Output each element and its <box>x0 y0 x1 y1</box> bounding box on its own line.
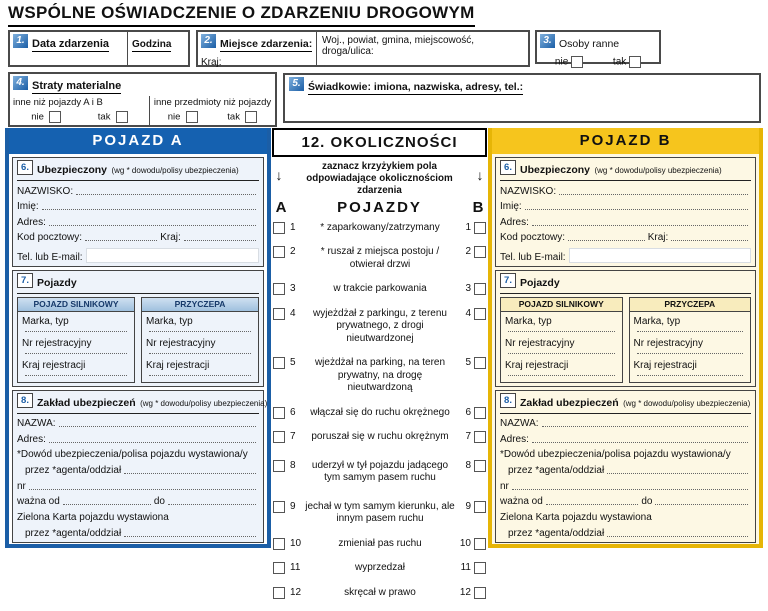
make-label: Marka, typ <box>22 315 69 327</box>
date-cell <box>10 32 128 65</box>
postcode-field <box>85 240 157 241</box>
valid-to-label: do <box>641 496 653 507</box>
vehicle-a-insured-section: 6. Ubezpieczony (wg * dowodu/polisy ubezpieczenia) NAZWISKO: Imię: Adres: Kod pocztowy: Kraj: Tel. lub E-mail: <box>12 157 264 267</box>
phone-label: Tel. lub E-mail: <box>500 251 566 263</box>
country-label: Kraj: <box>647 232 669 243</box>
time-cell <box>128 32 188 65</box>
circumstance-2-checkbox-b[interactable] <box>474 246 486 258</box>
vehicle-b-insurer-section: 8. Zakład ubezpieczeń (wg * dowodu/polisy ubezpieczenia) NAZWA: Adres: *Dowód ubezpieczenia/polisa pojazdu wystawiona/y przez *agenta/oddział nr ważna od do Zielona Karta pojazdu wystawiona przez *agenta/oddział <box>495 390 756 543</box>
circumstance-3-checkbox-a[interactable] <box>273 283 285 295</box>
valid-to-field <box>655 504 748 505</box>
field-number-badge: 4. <box>13 76 28 90</box>
agent-field <box>607 473 748 474</box>
circumstance-9-checkbox-b[interactable] <box>474 501 486 513</box>
make-label: Marka, typ <box>146 315 193 327</box>
agent-line-label: przez *agenta/oddział <box>25 465 122 476</box>
circumstance-row-7: 7 poruszał się w ruchu okrężnym 7 <box>273 431 486 444</box>
circumstances-column <box>271 128 488 611</box>
make-field <box>637 331 744 332</box>
circumstance-8-checkbox-b[interactable] <box>474 460 486 472</box>
injured-box <box>535 30 661 68</box>
green-card-line: Zielona Karta pojazdu wystawiona <box>17 511 169 523</box>
vehicle-b-panel <box>488 128 763 548</box>
circumstance-1-checkbox-a[interactable] <box>273 222 285 234</box>
postcode-label: Kod pocztowy: <box>500 232 566 243</box>
make-label: Marka, typ <box>505 315 552 327</box>
green-agent-field <box>607 536 748 537</box>
circumstance-row-11: 11 wyprzedzał 11 <box>273 562 486 575</box>
surname-field <box>76 194 256 195</box>
circumstance-row-2: 2 * ruszał z miejsca postoju / otwierał drzwi 2 <box>273 246 486 271</box>
regno-field <box>149 353 251 354</box>
regcountry-label: Kraj rejestracji <box>505 359 569 371</box>
section-number-badge: 7. <box>500 273 516 288</box>
address-field <box>532 225 748 226</box>
place-cell <box>198 32 317 68</box>
circumstance-8-checkbox-a[interactable] <box>273 460 285 472</box>
vehicle-a-insurer-section: 8. Zakład ubezpieczeń (wg * dowodu/polisy ubezpieczenia) NAZWA: Adres: *Dowód ubezpieczenia/polisa pojazdu wystawiona/y przez *agenta/oddział nr ważna od do Zielona Karta pojazdu wystawiona przez *agenta/oddział <box>12 390 264 543</box>
firstname-field <box>42 209 256 210</box>
insurer-address-field <box>49 442 256 443</box>
green-agent-label: przez *agenta/oddział <box>508 527 605 539</box>
regcountry-field <box>25 375 127 376</box>
damage1-no-checkbox[interactable] <box>49 111 61 123</box>
section-number-badge: 8. <box>17 393 33 408</box>
place-hint: Woj., powiat, gmina, miejscowość, droga/ulica: <box>322 35 475 57</box>
regno-field <box>25 353 127 354</box>
trailer-subtable: PRZYCZEPA Marka, typ Nr rejestracyjny Kraj rejestracji <box>629 297 752 383</box>
regcountry-label: Kraj rejestracji <box>633 359 697 371</box>
circumstance-row-8: 8 uderzył w tył pojazdu jadącego tym samym pasem ruchu 8 <box>273 460 486 485</box>
circumstance-row-9: 9 jechał w tym samym kierunku, ale innym pasem ruchu 9 <box>273 501 486 526</box>
circumstance-9-checkbox-a[interactable] <box>273 501 285 513</box>
regno-field <box>508 353 615 354</box>
circumstances-title: 12. OKOLICZNOŚCI <box>272 128 487 157</box>
damage-box <box>8 72 277 127</box>
circumstance-10-checkbox-b[interactable] <box>474 538 486 550</box>
insurer-name-label: NAZWA: <box>500 418 539 429</box>
circumstance-row-4: 4 wyjeżdżał z parkingu, z terenu prywatnego, z drogi nieutwardzonej 4 <box>273 308 486 346</box>
circumstance-6-checkbox-b[interactable] <box>474 407 486 419</box>
vehicle-b-insured-section: 6. Ubezpieczony (wg * dowodu/polisy ubezpieczenia) NAZWISKO: Imię: Adres: Kod pocztowy: Kraj: Tel. lub E-mail: <box>495 157 756 267</box>
regno-label: Nr rejestracyjny <box>505 337 575 349</box>
policy-number-label: nr <box>500 480 509 492</box>
circumstance-10-checkbox-a[interactable] <box>273 538 285 550</box>
motor-vehicle-subtable: POJAZD SILNIKOWY Marka, typ Nr rejestracyjny Kraj rejestracji <box>17 297 135 383</box>
agent-line-label: przez *agenta/oddział <box>508 465 605 476</box>
injured-label: Osoby ranne <box>559 38 620 50</box>
damage1-yes-option: tak <box>98 111 128 123</box>
regcountry-label: Kraj rejestracji <box>146 359 210 371</box>
circumstance-row-6: 6 włączał się do ruchu okrężnego 6 <box>273 407 486 420</box>
circumstance-11-checkbox-a[interactable] <box>273 562 285 574</box>
field-number-badge: 5. <box>289 77 304 91</box>
circumstance-12-checkbox-b[interactable] <box>474 587 486 599</box>
policy-number-field <box>512 489 748 490</box>
column-b-label: B <box>472 198 484 216</box>
regno-label: Nr rejestracyjny <box>146 337 216 349</box>
date-label: Data zdarzenia <box>32 38 110 50</box>
postcode-field <box>568 240 645 241</box>
make-field <box>25 331 127 332</box>
circumstance-4-checkbox-a[interactable] <box>273 308 285 320</box>
make-label: Marka, typ <box>633 315 681 327</box>
firstname-field <box>525 209 748 210</box>
damage1-no-option: nie <box>31 111 61 123</box>
section-number-badge: 7. <box>17 273 33 288</box>
regno-label: Nr rejestracyjny <box>22 337 92 349</box>
vehicles-center-label: POJAZDY <box>337 198 422 216</box>
country-label: Kraj: <box>160 232 181 243</box>
policy-number-field <box>29 489 256 490</box>
circumstance-row-10: 10 zmieniał pas ruchu 10 <box>273 538 486 551</box>
vehicle-a-panel <box>5 128 271 548</box>
valid-from-field <box>63 504 151 505</box>
postcode-label: Kod pocztowy: <box>17 232 83 243</box>
column-a-label: A <box>275 198 287 216</box>
vehicle-b-vehicles-section: 7. Pojazdy POJAZD SILNIKOWY Marka, typ Nr rejestracyjny Kraj rejestracji PRZYCZEPA Marka, typ Nr rejestracyjny Kraj rejestracji <box>495 270 756 387</box>
trailer-subtable: PRZYCZEPA Marka, typ Nr rejestracyjny Kraj rejestracji <box>141 297 259 383</box>
circumstance-7-checkbox-a[interactable] <box>273 431 285 443</box>
circumstance-row-3: 3 w trakcie parkowania 3 <box>273 283 486 296</box>
place-country-label: Kraj: <box>201 57 222 68</box>
vehicle-a-vehicles-section: 7. Pojazdy POJAZD SILNIKOWY Marka, typ Nr rejestracyjny Kraj rejestracji PRZYCZEPA Marka, typ Nr rejestracyjny Kraj rejestracji <box>12 270 264 387</box>
vehicle-a-header: POJAZD A <box>9 128 267 154</box>
address-label: Adres: <box>17 216 46 228</box>
damage2-yes-option: tak <box>227 111 257 123</box>
policy-line: *Dowód ubezpieczenia/polisa pojazdu wystawiona/y <box>500 449 731 460</box>
circumstance-11-checkbox-b[interactable] <box>474 562 486 574</box>
witnesses-label: Świadkowie: imiona, nazwiska, adresy, tel.: <box>308 81 524 93</box>
address-field <box>49 225 256 226</box>
field-number-badge: 1. <box>13 34 28 48</box>
place-box <box>196 30 530 67</box>
green-card-line: Zielona Karta pojazdu wystawiona <box>500 511 652 523</box>
section-number-badge: 6. <box>500 160 516 175</box>
green-agent-field <box>124 536 256 537</box>
insurer-address-label: Adres: <box>500 433 529 445</box>
witnesses-box <box>283 73 761 123</box>
regcountry-label: Kraj rejestracji <box>22 359 86 371</box>
circumstance-7-checkbox-b[interactable] <box>474 431 486 443</box>
damage2-no-checkbox[interactable] <box>186 111 198 123</box>
insurer-name-label: NAZWA: <box>17 418 56 429</box>
circumstance-5-checkbox-b[interactable] <box>474 357 486 369</box>
circumstance-1-checkbox-b[interactable] <box>474 222 486 234</box>
circumstance-5-checkbox-a[interactable] <box>273 357 285 369</box>
circumstance-row-12: 12 skręcał w prawo 12 <box>273 587 486 600</box>
page-title: WSPÓLNE OŚWIADCZENIE O ZDARZENIU DROGOWYM <box>8 3 475 27</box>
phone-input[interactable] <box>86 248 259 263</box>
place-label: Miejsce zdarzenia: <box>220 38 313 50</box>
regcountry-field <box>637 375 744 376</box>
address-label: Adres: <box>500 216 529 228</box>
date-box <box>8 30 190 67</box>
agent-field <box>124 473 256 474</box>
regno-field <box>637 353 744 354</box>
country-field <box>184 240 256 241</box>
damage1-yes-checkbox[interactable] <box>116 111 128 123</box>
firstname-label: Imię: <box>500 201 522 212</box>
phone-label: Tel. lub E-mail: <box>17 251 83 263</box>
injured-yes-option: tak <box>613 56 641 68</box>
vehicle-b-header: POJAZD B <box>492 128 759 154</box>
valid-from-field <box>546 504 639 505</box>
circumstance-2-checkbox-a[interactable] <box>273 246 285 258</box>
damage2-no-option: nie <box>168 111 198 123</box>
policy-line: *Dowód ubezpieczenia/polisa pojazdu wystawiona/y <box>17 449 248 460</box>
insurer-address-label: Adres: <box>17 433 46 445</box>
country-field <box>671 240 748 241</box>
insurer-name-field <box>542 426 748 427</box>
circumstance-row-5: 5 wjeżdżał na parking, na teren prywatny, na drogę nieutwardzoną 5 <box>273 357 486 395</box>
section-number-badge: 8. <box>500 393 516 408</box>
injured-yes-checkbox[interactable] <box>629 56 641 68</box>
make-field <box>149 331 251 332</box>
valid-from-label: ważna od <box>500 496 543 507</box>
valid-to-field <box>168 504 256 505</box>
time-label: Godzina <box>132 39 172 50</box>
green-agent-label: przez *agenta/oddział <box>25 527 122 539</box>
circumstance-4-checkbox-b[interactable] <box>474 308 486 320</box>
damage2-yes-checkbox[interactable] <box>245 111 257 123</box>
circumstances-instruction: zaznacz krzyżykiem pola odpowiadające okolicznościom zdarzenia <box>306 161 453 197</box>
arrow-down-icon: ↓ <box>476 167 484 183</box>
insurer-name-field <box>59 426 256 427</box>
firstname-label: Imię: <box>17 201 39 212</box>
surname-label: NAZWISKO: <box>17 185 74 197</box>
circumstance-3-checkbox-b[interactable] <box>474 283 486 295</box>
surname-label: NAZWISKO: <box>500 185 557 197</box>
regcountry-field <box>149 375 251 376</box>
arrow-down-icon: ↓ <box>275 167 283 183</box>
make-field <box>508 331 615 332</box>
damage-col2-label: inne przedmioty niż pojazdy <box>153 97 272 108</box>
damage-col1-label: inne niż pojazdy A i B <box>13 97 103 108</box>
insurer-address-field <box>532 442 748 443</box>
field-number-badge: 3. <box>540 34 555 48</box>
circumstance-6-checkbox-a[interactable] <box>273 407 285 419</box>
circumstance-12-checkbox-a[interactable] <box>273 587 285 599</box>
damage-head <box>10 74 275 96</box>
injured-no-option: nie <box>555 56 583 68</box>
section-number-badge: 6. <box>17 160 33 175</box>
policy-number-label: nr <box>17 480 26 492</box>
damage-label: Straty materialne <box>32 80 122 92</box>
phone-input[interactable] <box>569 248 751 263</box>
regcountry-field <box>508 375 615 376</box>
field-number-badge: 2. <box>201 34 216 48</box>
regno-label: Nr rejestracyjny <box>633 337 703 349</box>
surname-field <box>559 194 748 195</box>
circumstance-row-1: 1 * zaparkowany/zatrzymany 1 <box>273 222 486 235</box>
damage-col-other-vehicles <box>10 96 150 126</box>
damage-col-other-objects <box>150 96 275 126</box>
valid-from-label: ważna od <box>17 496 60 507</box>
valid-to-label: do <box>153 496 165 507</box>
injured-no-checkbox[interactable] <box>571 56 583 68</box>
motor-vehicle-subtable: POJAZD SILNIKOWY Marka, typ Nr rejestracyjny Kraj rejestracji <box>500 297 623 383</box>
